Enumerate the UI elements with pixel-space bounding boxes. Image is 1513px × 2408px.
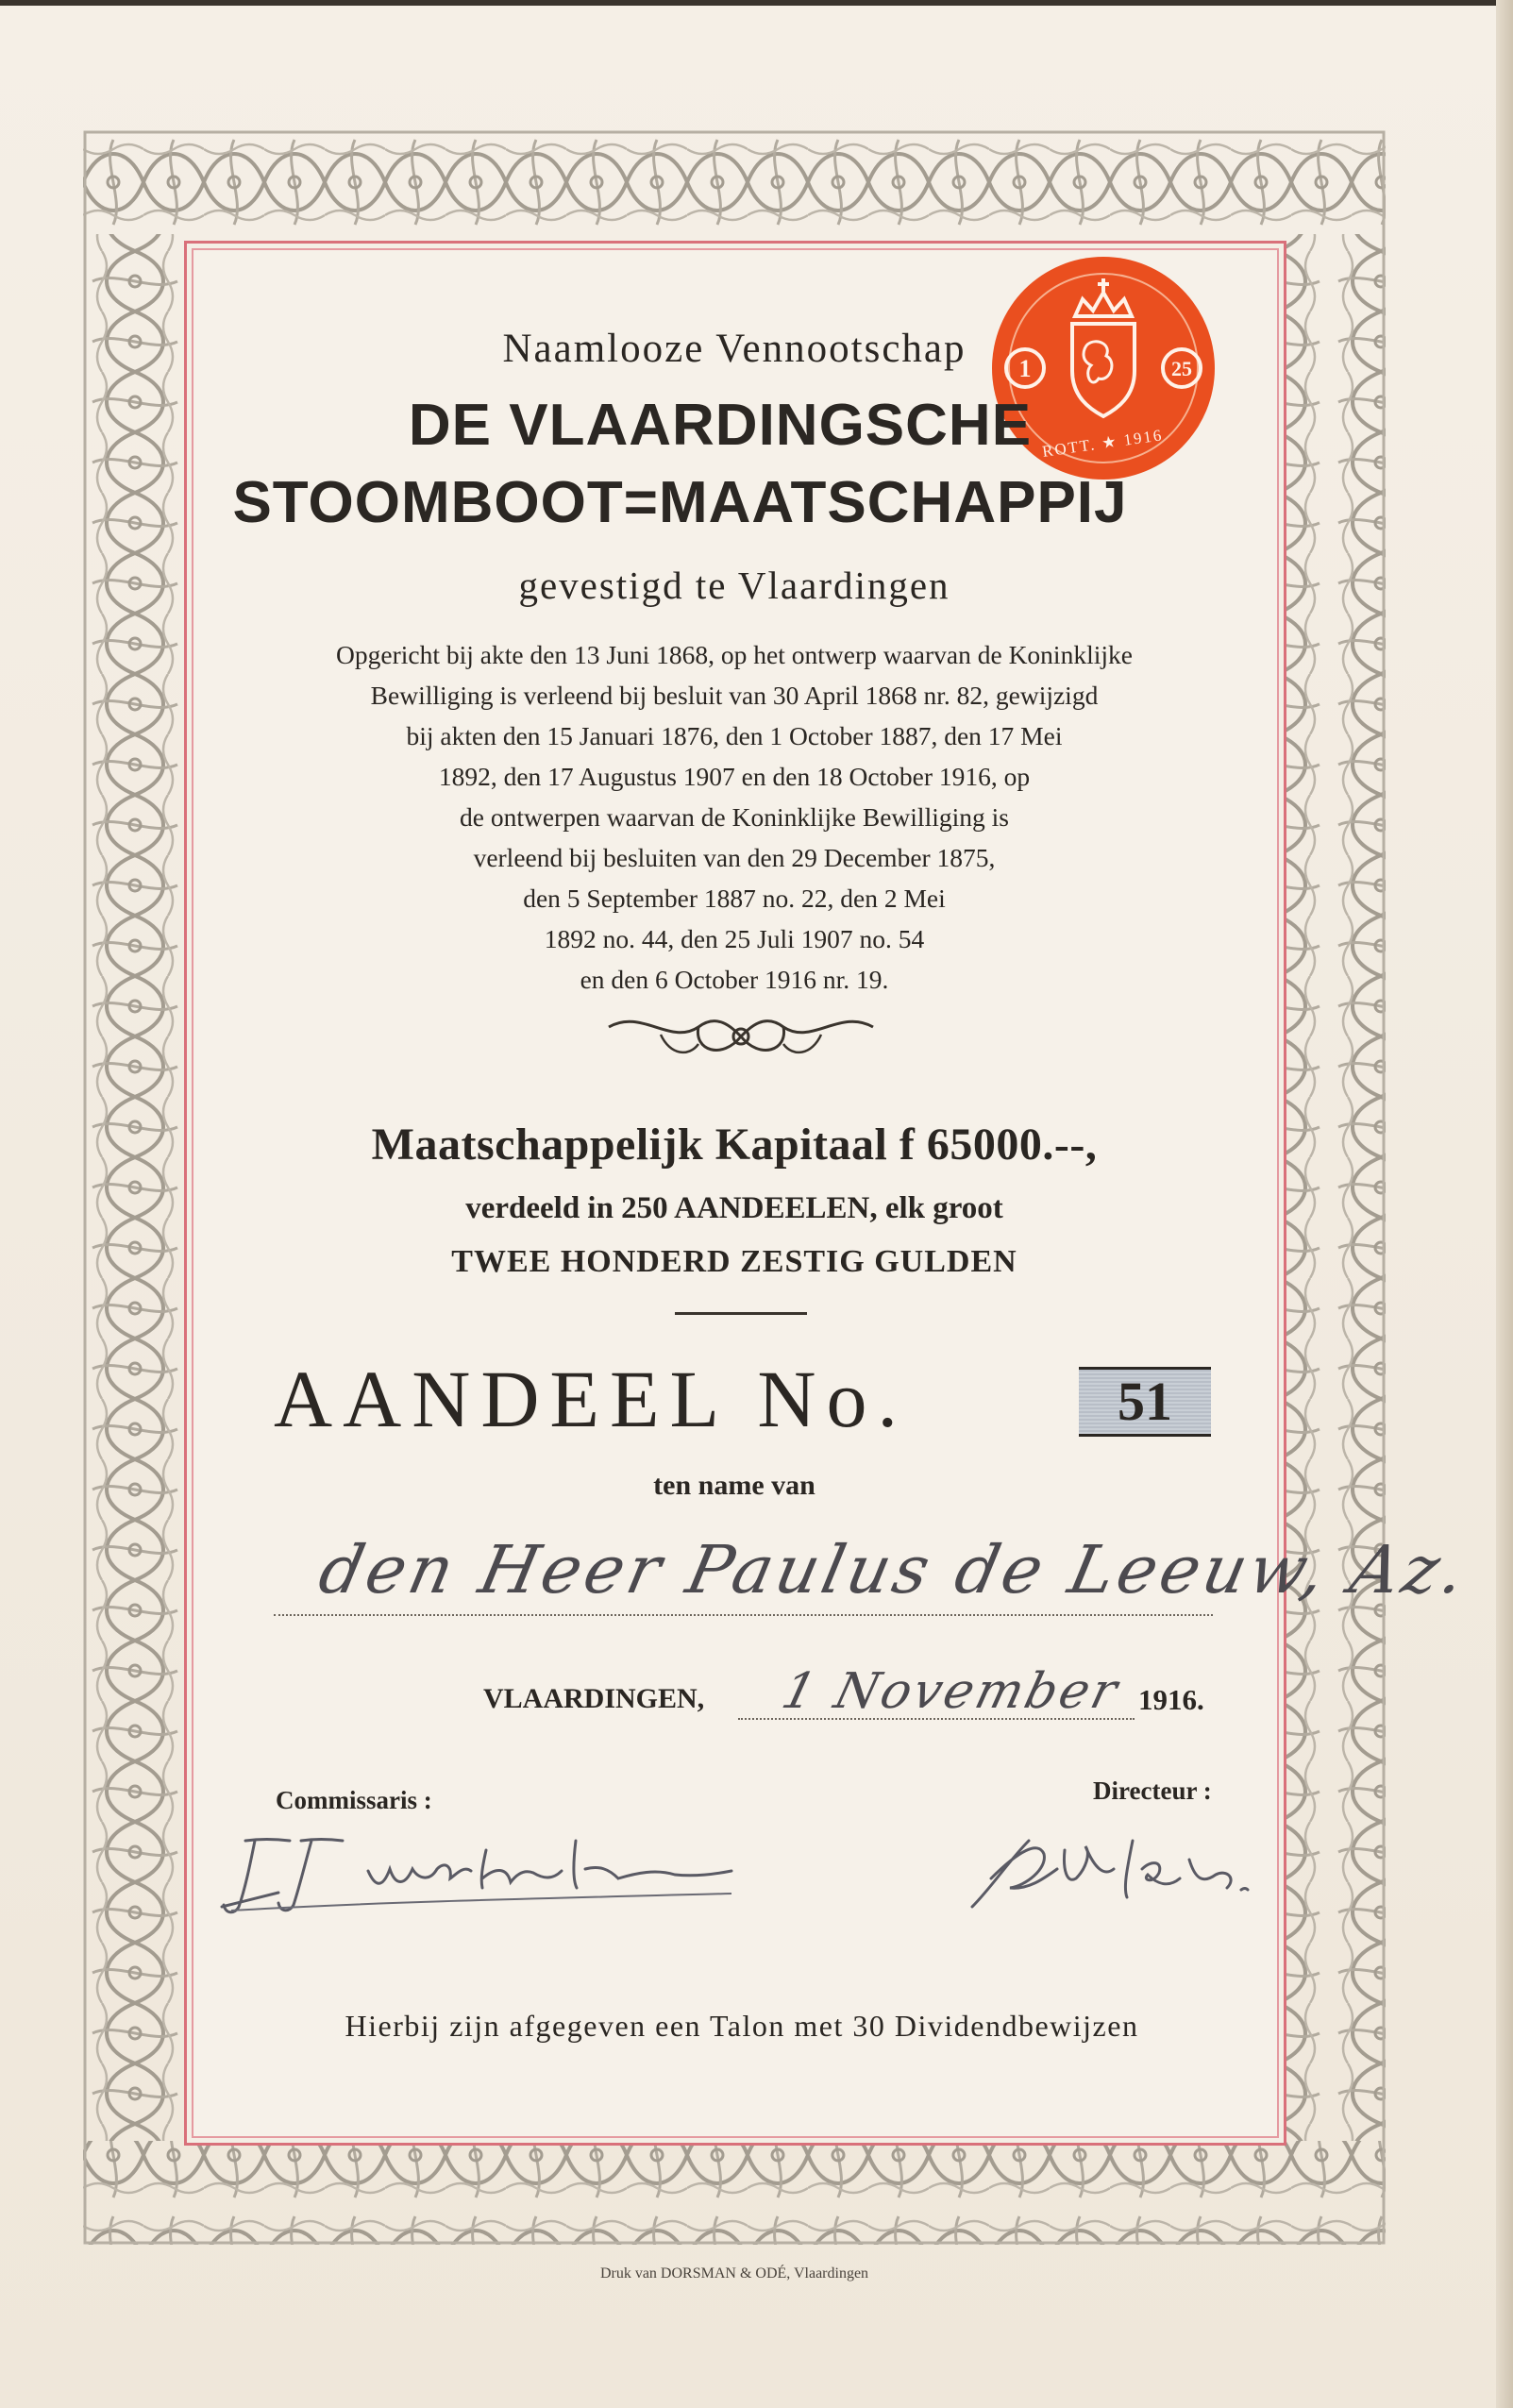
share-label: AANDEEL No. (274, 1354, 908, 1444)
company-name-line-2: STOOMBOOT=MAATSCHAPPIJ (232, 470, 1128, 535)
legal-statement (184, 634, 1370, 1000)
holder-name-handwritten: den Heer Paulus de Leeuw, Az. (312, 1531, 1476, 1608)
printer-imprint: Druk van DORSMAN & ODÉ, Vlaardingen (599, 2265, 869, 2282)
paper-right-edge (1496, 0, 1513, 2408)
director-signature (953, 1812, 1265, 1921)
company-name (184, 387, 1285, 542)
legal-line: den 5 September 1887 no. 22, den 2 Mei (523, 884, 946, 913)
company-seat: gevestigd te Vlaardingen (518, 564, 950, 607)
legal-line: bij akten den 15 Januari 1876, den 1 October 1887, den 17 Mei (406, 721, 1063, 750)
legal-line: de ontwerpen waarvan de Koninklijke Bewilliging is (460, 802, 1009, 832)
year-label: 1916. (1138, 1683, 1204, 1716)
share-amount: TWEE HONDERD ZESTIG GULDEN (451, 1244, 1017, 1279)
legal-line: verleend bij besluiten van den 29 December 1875, (473, 843, 996, 872)
flourish-ornament (604, 999, 878, 1079)
company-name-line-1: DE VLAARDINGSCHE (408, 393, 1033, 458)
capital-statement: Maatschappelijk Kapitaal f 65000.--, (371, 1120, 1098, 1170)
company-intro: Naamlooze Vennootschap (502, 327, 967, 371)
stamp-left-value: 1 (1018, 355, 1032, 382)
place-label: VLAARDINGEN, (483, 1683, 705, 1714)
director-label: Directeur : (1093, 1777, 1212, 1805)
top-edge (0, 0, 1513, 6)
shares-divided: verdeeld in 250 AANDEELEN, elk groot (465, 1191, 1003, 1225)
date-handwritten: 1 November (776, 1663, 1126, 1720)
divider-rule (675, 1312, 807, 1315)
commissaris-signature (203, 1812, 750, 1926)
legal-line: en den 6 October 1916 nr. 19. (580, 965, 889, 994)
in-name-of: ten name van (653, 1470, 815, 1501)
talon-note: Hierbij zijn afgegeven een Talon met 30 Dividendbewijzen (345, 2009, 1139, 2043)
legal-line: 1892 no. 44, den 25 Juli 1907 no. 54 (544, 924, 925, 953)
holder-dotted-line (274, 1614, 1213, 1616)
legal-line: Bewilliging is verleend bij besluit van 30 April 1868 nr. 82, gewijzigd (370, 681, 1099, 710)
stamp-right-value: 25 (1171, 357, 1192, 380)
legal-line: 1892, den 17 Augustus 1907 en den 18 October 1916, op (438, 762, 1031, 791)
share-number: 51 (1079, 1367, 1211, 1437)
stamp-text: ROTT. ★ 1916 (1040, 426, 1165, 461)
legal-line: Opgericht bij akte den 13 Juni 1868, op het ontwerp waarvan de Koninklijke (336, 640, 1133, 669)
commissaris-label: Commissaris : (276, 1786, 432, 1814)
